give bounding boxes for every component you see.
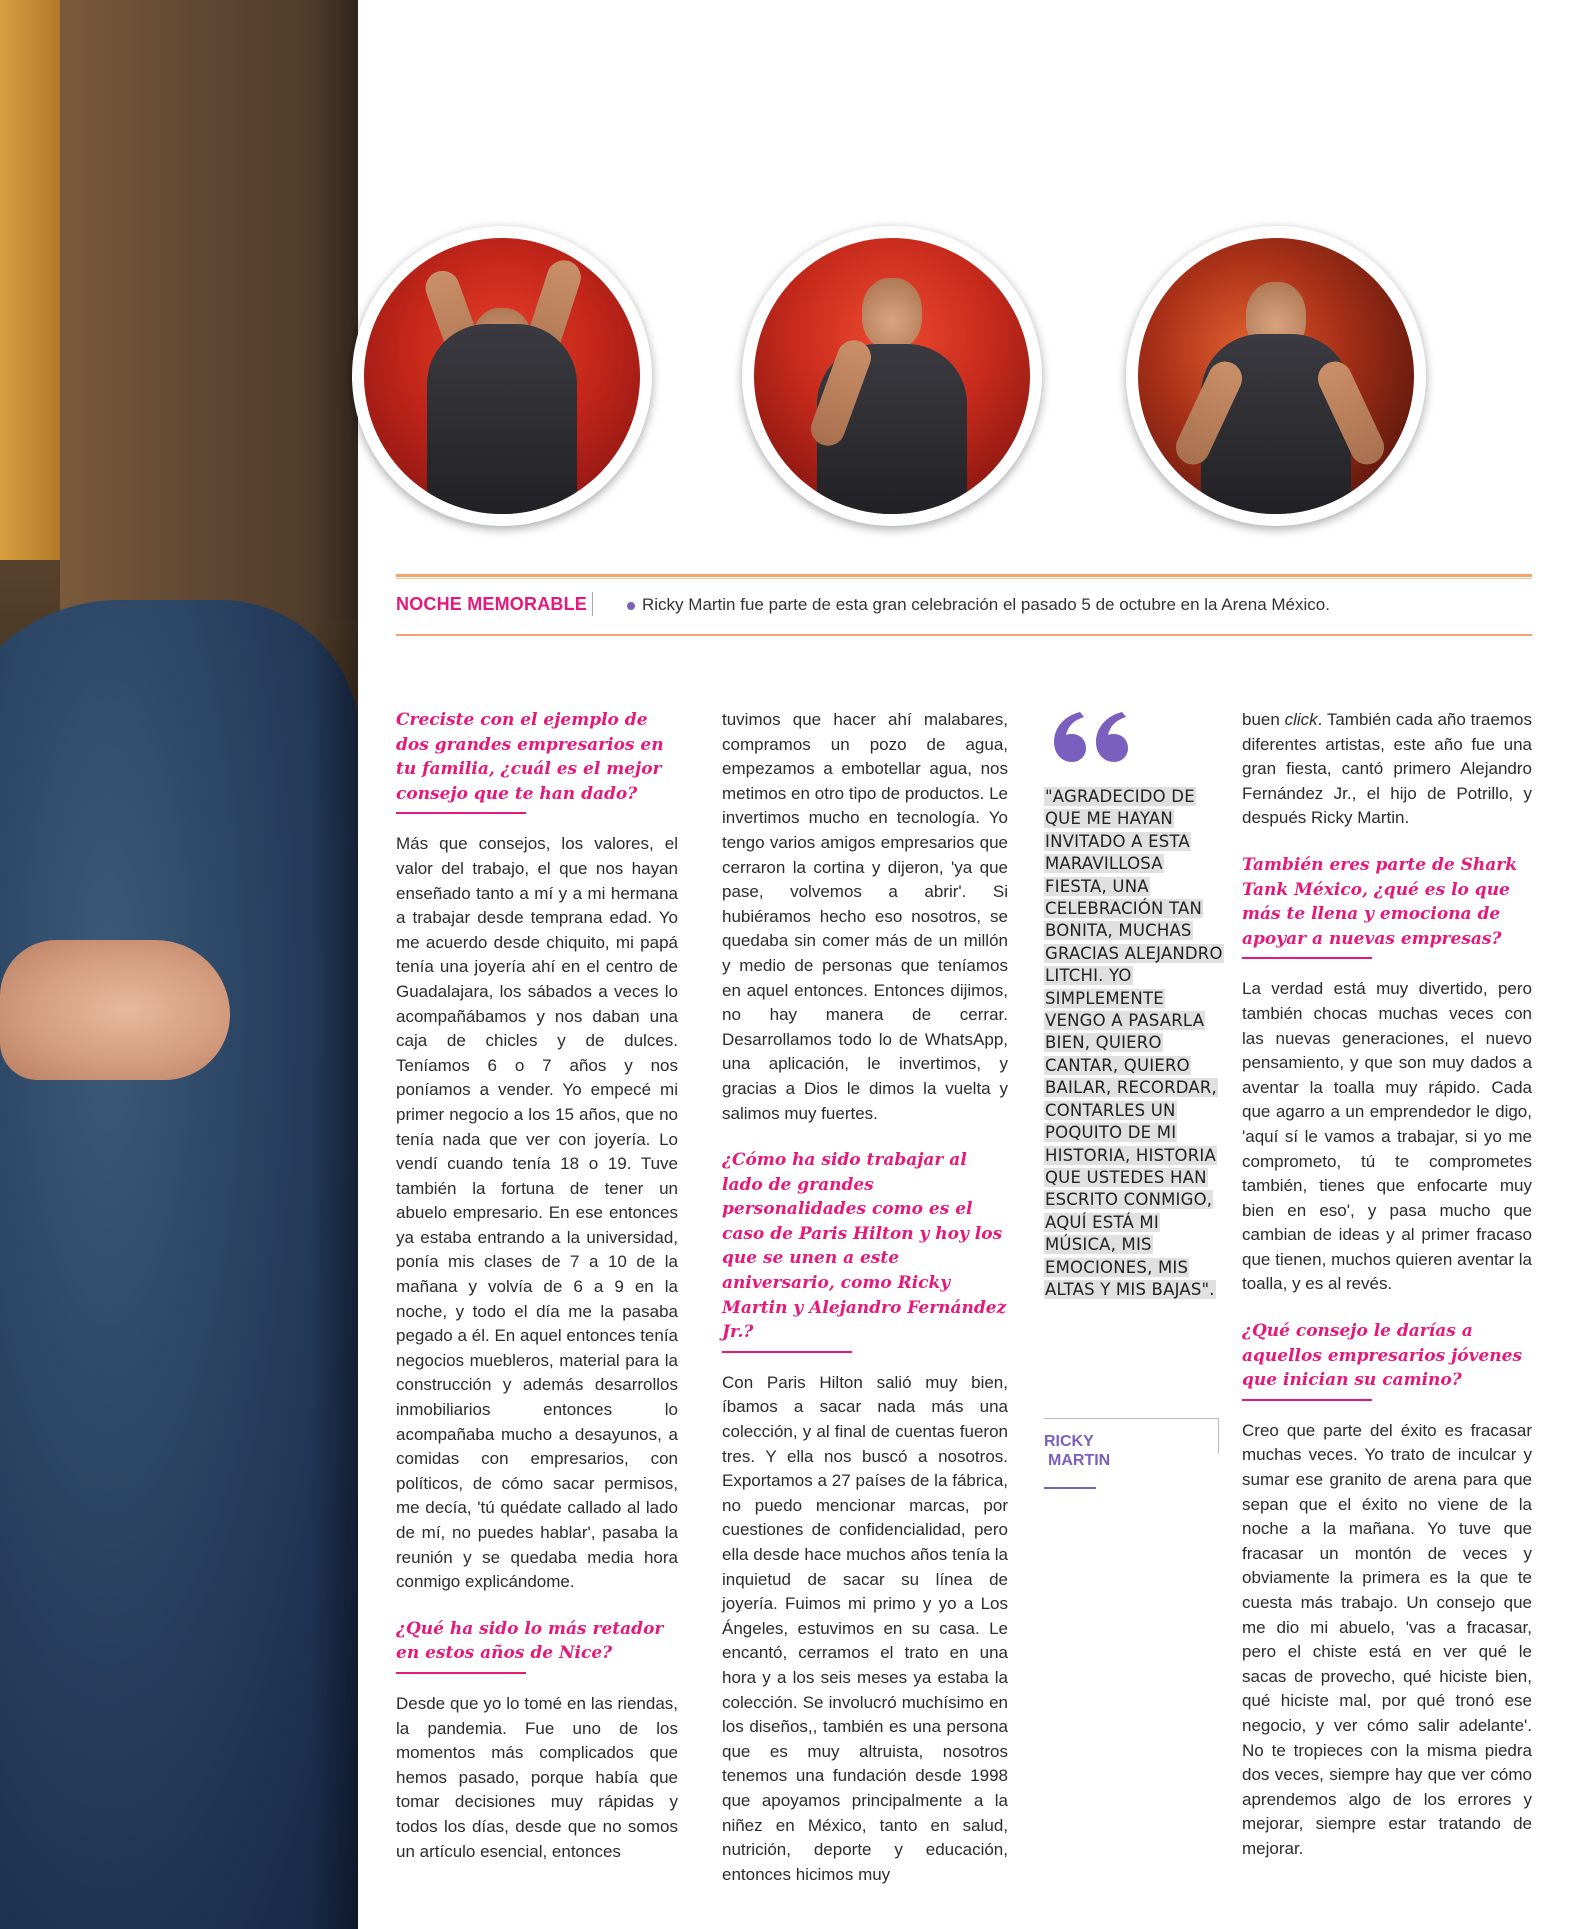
question-2: ¿Qué ha sido lo más retador en estos años de Nice? bbox=[396, 1618, 664, 1664]
answer-2: Desde que yo lo tomé en las riendas, la pandemia. Fue uno de los momentos más complicados que hemos pasado, porque había que tomar decisiones muy rápidas y todos los días, desde que no somos un artículo esencial, entonces bbox=[396, 1693, 678, 1861]
caption-rule-top bbox=[396, 574, 1532, 577]
caption-rule-top-thin bbox=[396, 578, 1532, 579]
question-rule bbox=[1242, 1399, 1372, 1401]
answer-3-continued-pre: buen bbox=[1242, 710, 1285, 729]
caption-text: Ricky Martin fue parte de esta gran celebración el pasado 5 de octubre en la Arena México. bbox=[642, 595, 1330, 614]
article-column-4 bbox=[1242, 708, 1532, 1884]
concert-photo-1 bbox=[352, 226, 652, 526]
pull-quote bbox=[1044, 786, 1224, 1301]
answer-4: La verdad está muy divertido, pero también chocas muchas veces con las nuevas generaciones, el nuevo pensamiento, y que son muy dados a aventar la toalla muy rápido. Cada que agarro a un emprendedor le digo, 'aquí sí le vamos a trabajar, si yo me comprometo, tú te comprometes también, tienes que enfocarte muy bien en eso', y pasa mucho que cambian de ideas y al primer fracaso que tienen, muchos quieren aventar la toalla, y es al revés. bbox=[1242, 979, 1532, 1294]
answer-2-continued: tuvimos que hacer ahí malabares, compramos un pozo de agua, empezamos a embotellar agua, nos metimos en otro tipo de productos. Le invertimos mucho en tecnología. Yo tengo varios amigos empresarios que cerraron la cortina y dijeron, 'ya que pase, volvemos a abrir'. Si hubiéramos hecho eso nosotros, se quedaba sin comer más de un millón y medio de personas que teníamos en aquel entonces. Entonces dijimos, no hay manera de cerrar. Desarrollamos todo lo de WhatsApp, una aplicación, le invertimos, y gracias a Dios le dimos la vuelta y salimos muy fuertes. bbox=[722, 710, 1008, 1123]
answer-3: Con Paris Hilton salió muy bien, íbamos a sacar nada más una colección, y al final de cuentas fueron tres. Y ella nos buscó a nosotros. Exportamos a 27 países de la fábrica, no puedo mencionar marcas, por cuestiones de confidencialidad, pero ella desde hace muchos años tenía la inquietud de sacar su línea de joyería. Fuimos mi primo y yo a Los Ángeles, estuvimos en su casa. Le encantó, cerramos el trato en una hora y a los seis meses ya estaba la colección. Se involucró muchísimo en los diseños,, también es una persona que es muy altruista, nosotros tenemos una fundación desde 1998 que apoyamos principalmente a la niñez en México, tanto en salud, nutrición, deporte y educación, entonces hicimos muy bbox=[722, 1372, 1008, 1884]
question-rule bbox=[722, 1351, 852, 1353]
question-4: También eres parte de Shark Tank México, ¿qué es lo que más te llena y emociona de apoyar a nuevas empresas? bbox=[1242, 854, 1517, 949]
answer-1: Más que consejos, los valores, el valor del trabajo, el que nos hayan enseñado tanto a mí y a mi hermana a trabajar desde temprana edad. Yo me acuerdo desde chiquito, mi papá tenía una joyería ahí en el centro de Guadalajara, los sábados a veces lo acompañábamos y nos daban una caja de chicles y de dulces. Teníamos 6 o 7 años y nos poníamos a vender. Yo empecé mi primer negocio a los 15 años, que no tenía nada que ver con joyería. Lo vendí cuando tenía 18 o 19. Tuve también la fortuna de tener un abuelo empresario. En ese entonces ya estaba entrando a la universidad, ponía mis clases de 7 a 10 de la mañana y volvía de 6 a 9 en la noche, y todo el día me la pasaba pegado a él. En aquel entonces tenía negocios muebleros, material para la construcción y además desarrollos inmobiliarios entonces lo acompañaba mucho a desayunos, a comidas con empresarios, con políticos, de cómo sacar permisos, me decía, 'tú quédate callado al lado de mí, no puedes hablar', pasaba la reunión y se quedaba media hora conmigo explicándome. bbox=[396, 834, 678, 1592]
caption-label: NOCHE MEMORABLE bbox=[396, 594, 587, 614]
question-5: ¿Qué consejo le darías a aquellos empresarios jóvenes que inician su camino? bbox=[1242, 1321, 1523, 1391]
question-rule bbox=[1242, 957, 1372, 959]
pull-quote-text: "AGRADECIDO DE QUE ME HAYAN INVITADO A ESTA MARAVILLOSA FIESTA, UNA CELEBRACIÓN TAN BONITA, MUCHAS GRACIAS ALEJANDRO LITCHI. YO SIMPLEMENTE VENGO A PASARLA BIEN, QUIERO CANTAR, QUIERO BAILAR, RECORDAR, CONTARLES UN POQUITO DE MI HISTORIA, HISTORIA QUE USTEDES HAN ESCRITO CONMIGO, AQUÍ ESTÁ MI MÚSICA, MIS EMOCIONES, MIS ALTAS Y MIS BAJAS". bbox=[1045, 787, 1223, 1299]
quote-mark-icon bbox=[1050, 704, 1132, 770]
caption-separator bbox=[592, 592, 593, 616]
author-last-name: MARTIN bbox=[1048, 1452, 1111, 1469]
pull-quote-author bbox=[1044, 1432, 1110, 1470]
pull-quote-rule bbox=[1044, 1487, 1096, 1489]
answer-3-continued-emphasis: click bbox=[1284, 710, 1318, 729]
question-rule bbox=[396, 812, 526, 814]
wood-panel bbox=[0, 0, 60, 560]
answer-3-continued bbox=[1242, 708, 1532, 831]
question-rule bbox=[396, 1672, 526, 1674]
concert-photo-2 bbox=[742, 226, 1042, 526]
crossed-hand bbox=[0, 940, 230, 1080]
photo-edge-shadow bbox=[310, 0, 358, 1929]
suit-figure bbox=[0, 600, 358, 1929]
caption-rule-bottom bbox=[396, 634, 1532, 636]
question-1: Creciste con el ejemplo de dos grandes empresarios en tu familia, ¿cuál es el mejor consejo que te han dado? bbox=[396, 710, 664, 804]
concert-photo-3 bbox=[1126, 226, 1426, 526]
answer-5: Creo que parte del éxito es fracasar muchas veces. Yo trato de inculcar y sumar ese granito de arena para que sepan que el éxito no viene de la noche a la mañana. Yo tuve que fracasar un montón de veces y obviamente la primera es la que te cuesta más trabajo. Un consejo que me dio mi abuelo, 'vas a fracasar, pero el chiste está en ver qué le sacas de provecho, qué hiciste bien, qué hiciste mal, por qué tronó ese negocio, y ver cómo salir adelante'. No te tropieces con la misma piedra dos veces, siempre hay que ver cómo aprendemos algo de los errores y mejorar, siempre estar tratando de mejorar. bbox=[1242, 1420, 1532, 1858]
bullet-dot-icon bbox=[627, 602, 635, 610]
question-3: ¿Cómo ha sido trabajar al lado de grandes personalidades como es el caso de Paris Hilton y hoy los que se unen a este aniversario, como Ricky Martin y Alejandro Fernández Jr.? bbox=[722, 1150, 1007, 1343]
article-column-2 bbox=[722, 708, 1008, 1909]
article-column-1 bbox=[396, 708, 678, 1886]
answer-3-continued-post: . También cada año traemos diferentes artistas, este año fue una gran fiesta, cantó primero Alejandro Fernández Jr., el hijo de Potrillo, y después Ricky Martin. bbox=[1242, 710, 1533, 828]
author-first-name: RICKY bbox=[1044, 1433, 1094, 1450]
cover-photo-strip bbox=[0, 0, 358, 1929]
